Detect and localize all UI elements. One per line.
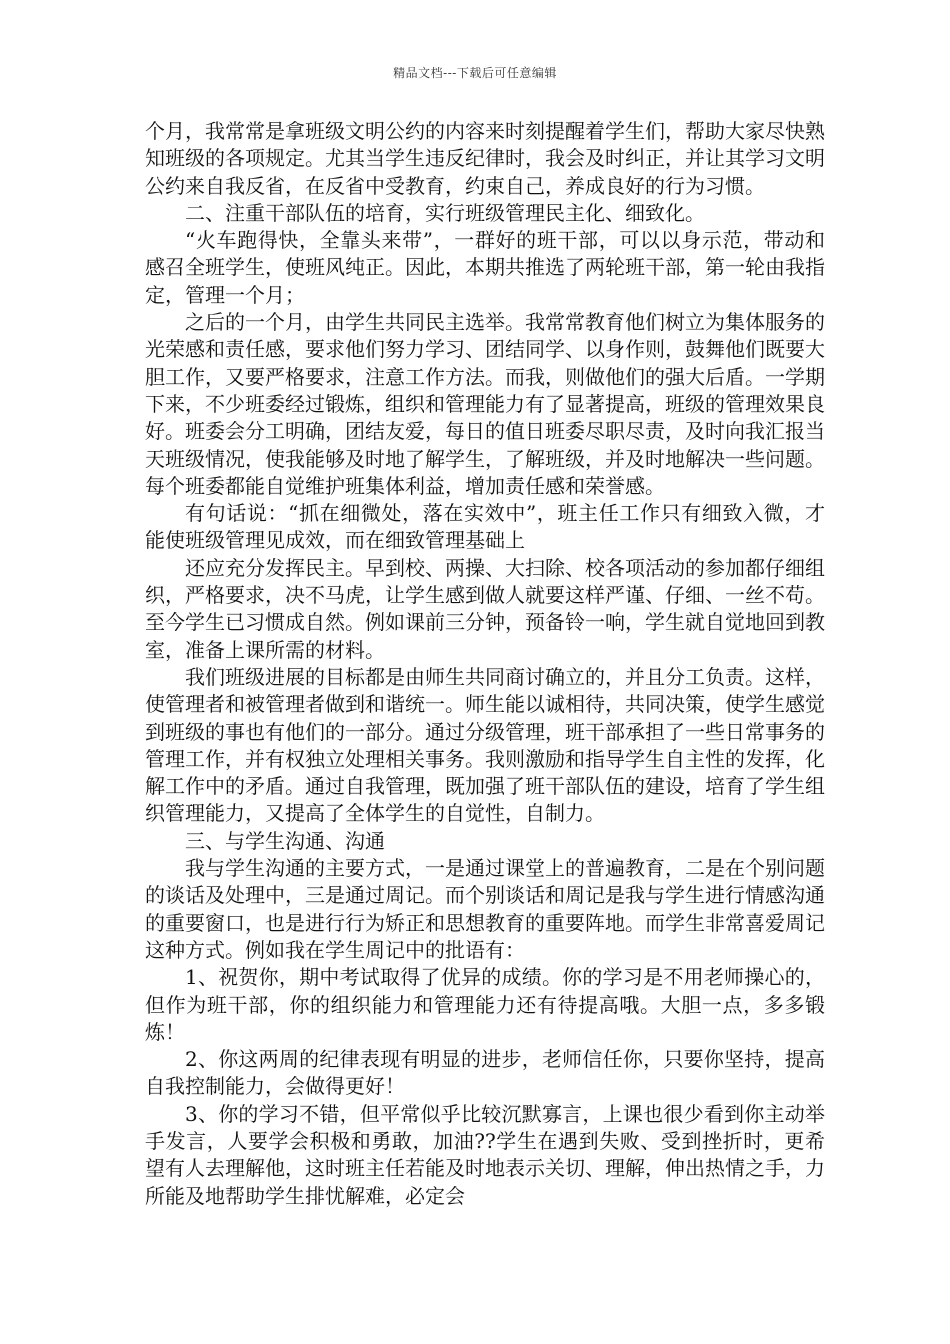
document-body bbox=[145, 118, 825, 1210]
paragraph: 我们班级进展的目标都是由师生共同商讨确立的，并且分工负责。这样，使管理者和被管理者做到和谐统一。师生能以诚相待，共同决策，使学生感觉到班级的事也有他们的一部分。通过分级管理，班干部承担了一些日常事务的管理工作，并有权独立处理相关事务。我则激励和指导学生自主性的发挥，化解工作中的矛盾。通过自我管理，既加强了班干部队伍的建设，培育了学生组织管理能力，又提高了全体学生的自觉性，自制力。 bbox=[145, 664, 825, 826]
paragraph: 还应充分发挥民主。早到校、两操、大扫除、校各项活动的参加都仔细组织，严格要求，决不马虎，让学生感到做人就要这样严谨、仔细、一丝不苟。至今学生已习惯成自然。例如课前三分钟，预备铃一响，学生就自觉地回到教室，准备上课所需的材料。 bbox=[145, 555, 825, 662]
paragraph-continuation: 个月，我常常是拿班级文明公约的内容来时刻提醒着学生们，帮助大家尽快熟知班级的各项规定。尤其当学生违反纪律时，我会及时纠正，并让其学习文明公约来自我反省，在反省中受教育，约束自己，养成良好的行为习惯。 bbox=[145, 119, 825, 198]
section-heading-3: 三、与学生沟通、沟通 bbox=[185, 828, 385, 853]
page-header: 精品文档---下载后可任意编辑 bbox=[393, 66, 557, 80]
paragraph: 有句话说：“抓在细微处，落在实效中”，班主任工作只有细致入微，才能使班级管理见成效，而在细致管理基础上 bbox=[145, 501, 825, 553]
paragraph: 之后的一个月，由学生共同民主选举。我常常教育他们树立为集体服务的光荣感和责任感，要求他们努力学习、团结同学、以身作则，鼓舞他们既要大胆工作，又要严格要求，注意工作方法。而我，则做他们的强大后盾。一学期下来，不少班委经过锻炼，组织和管理能力有了显著提高，班级的管理效果良好。班委会分工明确，团结友爱，每日的值日班委尽职尽责，及时向我汇报当天班级情况，使我能够及时地了解学生，了解班级，并及时地解决一些问题。每个班委都能自觉维护班集体利益，增加责任感和荣誉感。 bbox=[145, 310, 825, 498]
list-item-comment-3: 3、你的学习不错，但平常似乎比较沉默寡言，上课也很少看到你主动举手发言，人要学会积极和勇敢，加油??学生在遇到失败、受到挫折时，更希望有人去理解他，这时班主任若能及时地表示关切、理解，伸出热情之手，力所能及地帮助学生排忧解难，必定会 bbox=[145, 1101, 825, 1208]
section-heading-2: 二、注重干部队伍的培育，实行班级管理民主化、细致化。 bbox=[185, 200, 705, 225]
list-item-comment-2: 2、你这两周的纪律表现有明显的进步，老师信任你，只要你坚持，提高自我控制能力，会做得更好！ bbox=[145, 1047, 825, 1099]
paragraph: 我与学生沟通的主要方式，一是通过课堂上的普遍教育，二是在个别问题的谈话及处理中，三是通过周记。而个别谈话和周记是我与学生进行情感沟通的重要窗口，也是进行行为矫正和思想教育的重要阵地。而学生非常喜爱周记这种方式。例如我在学生周记中的批语有： bbox=[145, 856, 825, 962]
list-item-comment-1: 1、祝贺你，期中考试取得了优异的成绩。你的学习是不用老师操心的，但作为班干部，你的组织能力和管理能力还有待提高哦。大胆一点，多多锻炼！ bbox=[145, 965, 825, 1044]
paragraph: “火车跑得快，全靠头来带”，一群好的班干部，可以以身示范，带动和感召全班学生，使班风纯正。因此，本期共推选了两轮班干部，第一轮由我指定，管理一个月； bbox=[145, 228, 825, 307]
